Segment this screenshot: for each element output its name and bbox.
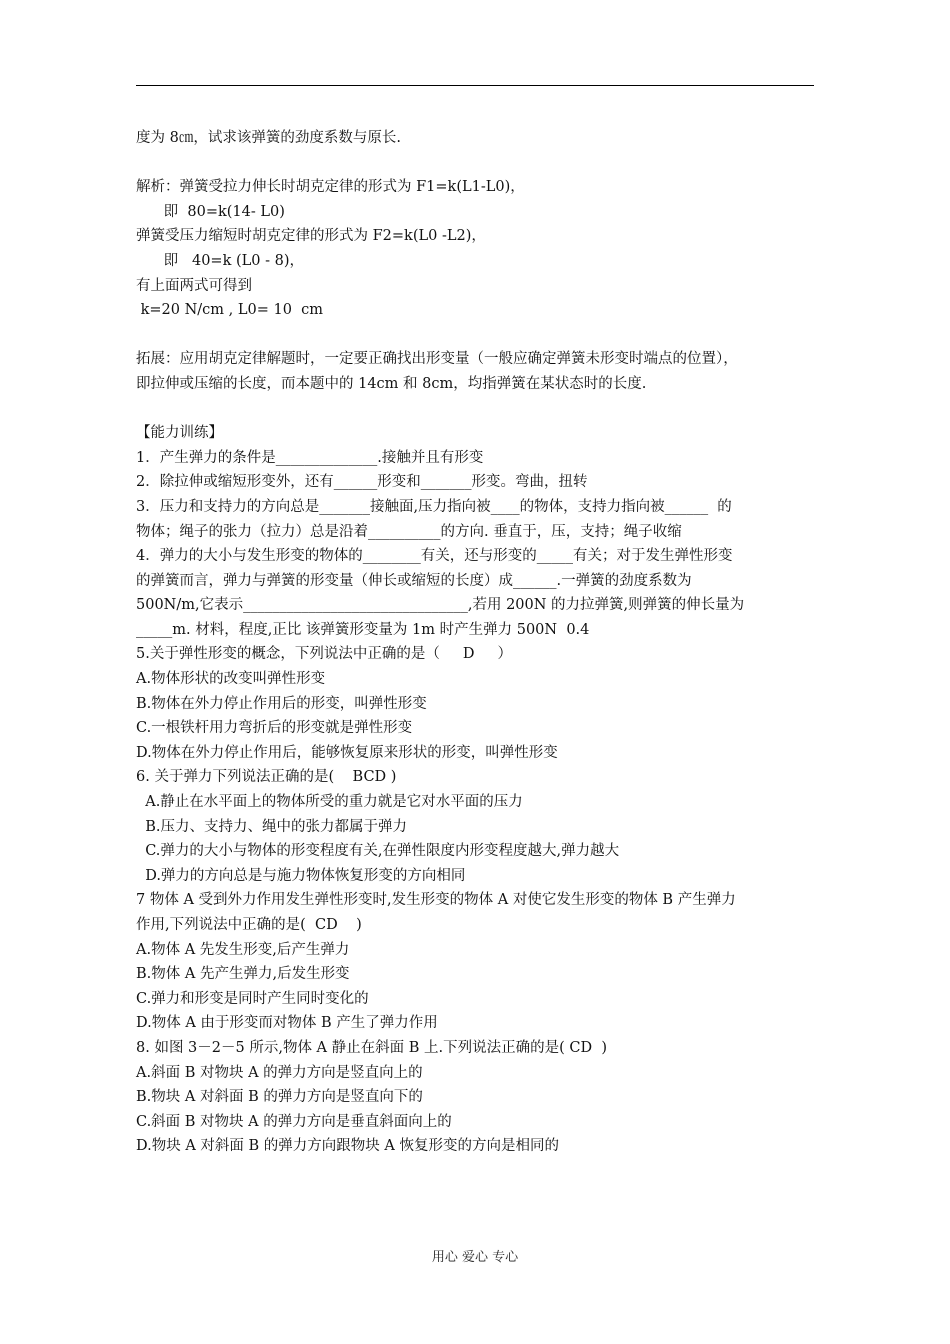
text-line: 3．压力和支持力的方向总是_______接触面,压力指向被____的物体，支持力指向被______ 的: [136, 498, 732, 515]
text-line: 【能力训练】: [136, 425, 223, 442]
text-line: 拓展：应用胡克定律解题时，一定要正确找出形变量（一般应确定弹簧未形变时端点的位置），: [136, 351, 738, 368]
text-line: 1．产生弹力的条件是______________.接触并且有形变: [136, 449, 484, 466]
text-line: D.物块 A 对斜面 B 的弹力方向跟物块 A 恢复形变的方向是相同的: [136, 1138, 559, 1155]
text-line: D.物体 A 由于形变而对物体 B 产生了弹力作用: [136, 1015, 438, 1032]
header-rule: [136, 85, 814, 86]
text-line: 度为 8㎝，试求该弹簧的劲度系数与原长.: [136, 130, 401, 146]
text-line: 物体；绳子的张力（拉力）总是沿着__________的方向. 垂直于，压，支持；绳子收缩: [136, 523, 682, 540]
text-line: D.弹力的方向总是与施力物体恢复形变的方向相同: [136, 867, 466, 884]
text-line: 弹簧受压力缩短时胡克定律的形式为 F2=k(L0 -L2)，: [136, 228, 486, 245]
text-line: A.静止在水平面上的物体所受的重力就是它对水平面的压力: [136, 794, 523, 811]
text-line: 即 40=k (L0 - 8)，: [136, 252, 304, 269]
text-line: 4．弹力的大小与发生形变的物体的________有关，还与形变的_____有关；对于发生弹性形变: [136, 548, 733, 565]
text-line: 作用,下列说法中正确的是( CD ): [136, 917, 362, 933]
text-line: A.斜面 B 对物块 A 的弹力方向是竖直向上的: [136, 1064, 423, 1081]
text-line: C.弹力的大小与物体的形变程度有关,在弹性限度内形变程度越大,弹力越大: [136, 843, 620, 860]
text-line: 即 80=k(14- L0): [136, 203, 285, 220]
document-body: [136, 126, 816, 1159]
text-line: A.物体 A 先发生形变,后产生弹力: [136, 941, 350, 958]
text-line: C.斜面 B 对物块 A 的弹力方向是垂直斜面向上的: [136, 1113, 452, 1130]
text-line: D.物体在外力停止作用后，能够恢复原来形状的形变，叫弹性形变: [136, 744, 558, 761]
paragraph-gap: [136, 323, 816, 348]
text-line: B.物体在外力停止作用后的形变，叫弹性形变: [136, 695, 427, 712]
text-line: 2．除拉伸或缩短形变外，还有______形变和_______形变。弯曲，扭转: [136, 474, 588, 491]
text-line: 8. 如图 3－2－5 所示,物体 A 静止在斜面 B 上.下列说法正确的是( CD ): [136, 1039, 607, 1056]
paragraph-gap: [136, 151, 816, 176]
text-line: 的弹簧而言，弹力与弹簧的形变量（伸长或缩短的长度）成______.一弹簧的劲度系数为: [136, 572, 692, 589]
text-line: 500N/m,它表示_______________________________,若用 200N 的力拉弹簧,则弹簧的伸长量为: [136, 597, 745, 614]
text-line: B.物块 A 对斜面 B 的弹力方向是竖直向下的: [136, 1089, 423, 1106]
text-line: 即拉伸或压缩的长度，而本题中的 14cm 和 8cm，均指弹簧在某状态时的长度.: [136, 375, 647, 392]
paragraph-gap: [136, 397, 816, 422]
text-line: 7 物体 A 受到外力作用发生弹性形变时,发生形变的物体 A 对使它发生形变的物体 B 产生弹力: [136, 892, 736, 909]
text-line: 解析：弹簧受拉力伸长时胡克定律的形式为 F1=k(L1-L0)，: [136, 179, 525, 196]
text-line: 5.关于弹性形变的概念，下列说法中正确的是（ D ）: [136, 646, 513, 663]
text-line: _____m. 材料，程度,正比 该弹簧形变量为 1m 时产生弹力 500N 0.4: [136, 621, 590, 638]
text-line: C.一根铁杆用力弯折后的形变就是弹性形变: [136, 720, 413, 737]
text-line: k=20 N/cm , L0= 10 cm: [136, 302, 324, 319]
text-line: 有上面两式可得到: [136, 277, 252, 294]
text-line: 6. 关于弹力下列说法正确的是( BCD ): [136, 769, 397, 786]
text-line: B.物体 A 先产生弹力,后发生形变: [136, 966, 350, 983]
text-line: B.压力、支持力、绳中的张力都属于弹力: [136, 818, 407, 835]
page-footer: 用心 爱心 专心: [431, 1250, 519, 1265]
text-line: A.物体形状的改变叫弹性形变: [136, 671, 326, 688]
text-line: C.弹力和形变是同时产生同时变化的: [136, 990, 369, 1007]
